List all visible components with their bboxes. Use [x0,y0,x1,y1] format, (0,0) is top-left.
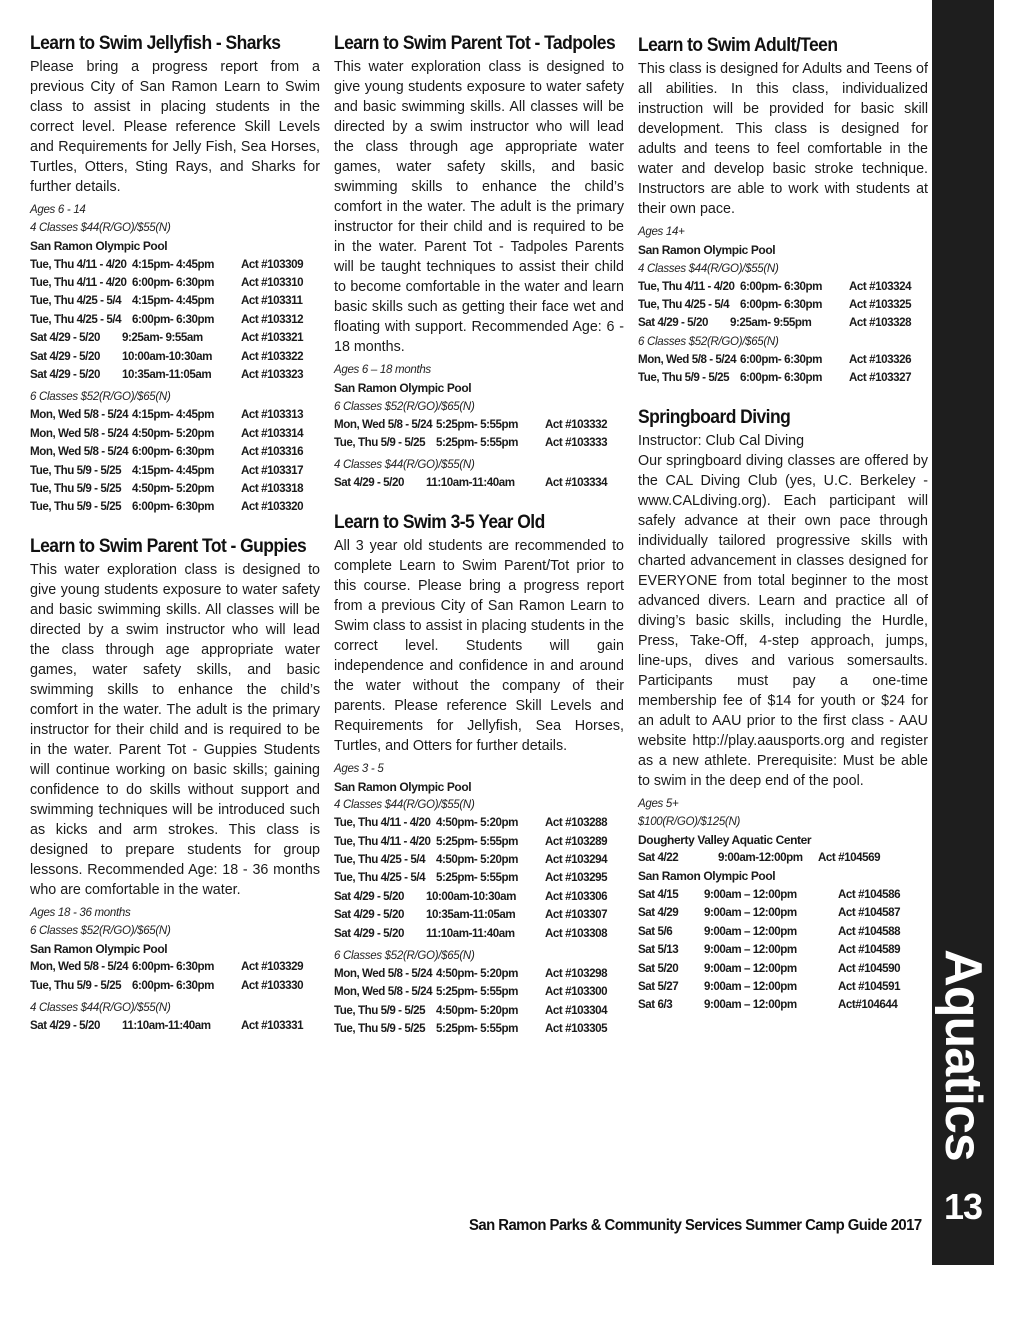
schedule-time: 10:35am-11:05am [122,367,212,381]
ages: Ages 6 - 14 [30,204,86,216]
activity-number: Act #103317 [241,463,304,477]
section-tadpoles [334,32,624,493]
schedule-dates: Mon, Wed 5/8 - 5/24 [334,967,433,981]
location: San Ramon Olympic Pool [638,243,776,257]
schedule-list [30,329,320,384]
schedule-time: 11:10am-11:40am [426,476,515,490]
schedule-row [30,256,320,274]
schedule-list [638,314,928,332]
schedule-dates: Sat 5/13 [638,943,679,957]
schedule-time: 4:15pm- 4:45pm [132,463,214,477]
schedule-dates: Tue, Thu 5/9 - 5/25 [30,978,122,992]
price: 4 Classes $44(R/GO)/$55(N) [334,459,475,472]
schedule-time: 5:25pm- 5:55pm [436,417,518,431]
activity-number: Act #103288 [545,816,608,830]
schedule-dates: Sat 5/20 [638,961,679,975]
schedule-dates: Mon, Wed 5/8 - 5/24 [30,408,129,422]
schedule-row [334,474,624,492]
schedule-time: 6:00pm- 6:30pm [740,352,822,366]
activity-number: Act #103330 [241,978,304,992]
schedule-dates: Tue, Thu 4/25 - 5/4 [334,871,426,885]
section-tab [932,0,994,1265]
section-description: Please bring a progress report from a previous City of San Ramon Learn to Swim class to assist in placing students in the correct level. Please reference Skill Levels and Requirements for Jelly Fish, Sea Horses, Turtles, Otters, Sting Rays, and Sharks for further details. [30,59,320,195]
schedule-time: 11:10am-11:40am [122,1019,211,1033]
schedule-row [30,443,320,461]
activity-number: Act #103323 [241,367,304,381]
schedule-dates: Sat 4/29 - 5/20 [334,889,404,903]
schedule-row [334,1002,624,1020]
activity-number: Act #104588 [838,924,901,938]
activity-number: Act #103305 [545,1022,608,1036]
activity-number: Act #103295 [545,871,608,885]
location: Dougherty Valley Aquatic Center [638,832,812,847]
schedule-time: 6:00pm- 6:30pm [132,500,214,514]
schedule-dates: Mon, Wed 5/8 - 5/24 [30,445,129,459]
schedule-time: 10:00am-10:30am [426,889,516,903]
activity-number: Act #103311 [241,294,303,308]
page-number: 13 [943,1186,983,1227]
schedule-dates: Sat 6/3 [638,998,673,1012]
schedule-row [638,314,928,332]
section-title: Learn to Swim Parent Tot - Tadpoles [334,33,616,54]
schedule-row [30,480,320,498]
schedule-dates: Tue, Thu 4/11 - 4/20 [334,816,431,830]
schedule-dates: Tue, Thu 4/11 - 4/20 [334,834,431,848]
schedule-row [638,278,928,296]
activity-number: Act #104587 [838,906,901,920]
schedule-time: 9:25am- 9:55am [122,331,203,345]
schedule-dates: Tue, Thu 4/11 - 4/20 [30,257,127,271]
schedule-list [638,886,928,1015]
activity-number: Act #103316 [241,445,304,459]
schedule-time: 9:00am – 12:00pm [704,979,797,993]
schedule-row [30,348,320,366]
schedule-dates: Sat 4/29 [638,906,679,920]
schedule-row [334,983,624,1001]
schedule-row [334,965,624,983]
schedule-row [334,851,624,869]
schedule-dates: Sat 4/15 [638,887,679,901]
schedule-dates: Tue, Thu 4/25 - 5/4 [30,312,122,326]
activity-number: Act #103333 [545,435,608,449]
activity-number: Act #103309 [241,257,304,271]
activity-number: Act #103328 [849,316,912,330]
schedule-time: 4:50pm- 5:20pm [132,481,214,495]
schedule-dates: Sat 4/29 - 5/20 [334,476,404,490]
schedule-time: 6:00pm- 6:30pm [740,297,822,311]
activity-number: Act #103322 [241,349,304,363]
schedule-dates: Tue, Thu 4/11 - 4/20 [30,275,127,289]
schedule-row [30,425,320,443]
activity-number: Act #103327 [849,371,912,385]
schedule-row [638,960,928,978]
schedule-dates: Sat 5/27 [638,979,679,993]
schedule-row [30,958,320,976]
schedule-dates: Tue, Thu 5/9 - 5/25 [30,463,122,477]
schedule-row [30,329,320,347]
schedule-row [30,498,320,516]
instructor: Instructor: Club Cal Diving [638,432,805,449]
schedule-row [30,366,320,384]
section-title: Learn to Swim Parent Tot - Guppies [30,535,307,557]
schedule-row [638,996,928,1014]
schedule-dates: Sat 4/29 - 5/20 [334,908,404,922]
activity-number: Act #103312 [241,312,304,326]
activity-number: Act #103306 [545,889,608,903]
schedule-time: 6:00pm- 6:30pm [740,279,822,293]
schedule-row [638,886,928,904]
schedule-dates: Tue, Thu 5/9 - 5/25 [334,1003,426,1017]
schedule-dates: Tue, Thu 5/9 - 5/25 [334,435,426,449]
schedule-time: 4:50pm- 5:20pm [132,426,214,440]
section-adult-teen [638,34,928,388]
activity-number: Act #103307 [545,908,608,922]
activity-number: Act #103318 [241,481,304,495]
activity-number: Act #103294 [545,853,608,867]
activity-number: Act #103304 [545,1003,608,1017]
price: $100(R/GO)/$125(N) [638,815,740,828]
schedule-dates: Mon, Wed 5/8 - 5/24 [30,960,129,974]
schedule-time: 6:00pm- 6:30pm [740,371,822,385]
section-3-5-year-old [334,511,624,1039]
price: 6 Classes $52(R/GO)/$65(N) [638,335,779,348]
schedule-row [334,906,624,924]
schedule-time: 9:00am – 12:00pm [704,887,797,901]
ages: Ages 14+ [638,226,685,238]
price: 6 Classes $52(R/GO)/$65(N) [334,400,475,413]
activity-number: Act #104590 [838,961,901,975]
schedule-dates: Tue, Thu 5/9 - 5/25 [638,371,730,385]
price: 4 Classes $44(R/GO)/$55(N) [334,799,475,812]
schedule-list [334,814,624,888]
schedule-list [334,965,624,1039]
tab-title: Aquatics [934,949,992,1161]
section-description: This water exploration class is designed to give young students exposure to water safety and basic swimming skills. All classes will be directed by a swim instructor who will lead the class through age appropriate water games, water safety skills, and basic swimming skills to enhance the child’s comfort in the water. The adult is the primary instructor for their child and is required to be in the water. Parent Tot - Tadpoles Parents will be taught techniques to assist their child to become comfortable in the water and learn basic skills such as getting their face wet and floating with support. Recommended Age: 6 - 18 months. [334,59,624,355]
ages: Ages 3 - 5 [334,762,384,775]
schedule-list [638,278,928,315]
section-title: Learn to Swim Jellyfish - Sharks [30,33,281,54]
section-jellyfish-sharks [30,32,320,517]
schedule-list [638,351,928,388]
activity-number: Act #103289 [545,834,608,848]
schedule-dates: Tue, Thu 4/25 - 5/4 [30,294,122,308]
schedule-row [638,904,928,922]
schedule-row [638,849,928,867]
activity-number: Act #103325 [849,297,912,311]
location: San Ramon Olympic Pool [30,941,168,956]
schedule-row [30,1017,320,1035]
schedule-dates: Tue, Thu 5/9 - 5/25 [30,481,122,495]
schedule-row [638,369,928,387]
schedule-time: 9:00am – 12:00pm [704,924,797,938]
location: San Ramon Olympic Pool [638,869,776,884]
schedule-dates: Sat 4/29 - 5/20 [30,367,100,381]
footer-title: San Ramon Parks & Community Services Summer Camp Guide 2017 [469,1217,922,1234]
activity-number: Act #103300 [545,985,608,999]
price: 4 Classes $44(R/GO)/$55(N) [30,222,171,234]
location: San Ramon Olympic Pool [334,381,472,395]
schedule-list [638,849,928,867]
schedule-time: 4:50pm- 5:20pm [436,853,518,867]
schedule-row [30,977,320,995]
activity-number: Act #103320 [241,500,304,514]
section-description: This water exploration class is designed to give young students exposure to water safety and basic swimming skills. All classes will be directed by a swim instructor who will lead the class through age appropriate water games, water safety skills, and basic swimming skills to enhance the child’s comfort in the water. The adult is the primary instructor for their child and is required to be in the water. Parent Tot - Guppies Students will continue working on basic skills; gaining confidence to do skills without support and swimming techniques will be introduced such as kicks and arm strokes. This class is designed to prepare students for group lessons. Recommended Age: 18 - 36 months who are comfortable in the water. [30,561,320,898]
schedule-row [638,296,928,314]
activity-number: Act#104644 [838,998,898,1012]
column-2 [334,26,624,1057]
activity-number: Act #103331 [241,1019,304,1033]
schedule-row [638,923,928,941]
schedule-time: 11:10am-11:40am [426,926,515,940]
schedule-dates: Tue, Thu 4/11 - 4/20 [638,279,735,293]
price: 6 Classes $52(R/GO)/$65(N) [30,391,171,404]
price: 4 Classes $44(R/GO)/$55(N) [638,262,779,275]
schedule-time: 6:00pm- 6:30pm [132,978,214,992]
schedule-time: 10:35am-11:05am [426,908,516,922]
schedule-time: 10:00am-10:30am [122,349,212,363]
schedule-time: 6:00pm- 6:30pm [132,312,214,326]
schedule-time: 5:25pm- 5:55pm [436,1022,518,1036]
schedule-row [30,274,320,292]
schedule-dates: Sat 4/29 - 5/20 [638,316,708,330]
schedule-time: 4:15pm- 4:45pm [132,408,214,422]
schedule-dates: Mon, Wed 5/8 - 5/24 [334,985,433,999]
schedule-time: 5:25pm- 5:55pm [436,435,518,449]
schedule-list [334,416,624,453]
column-1 [30,26,320,1054]
activity-number: Act #103334 [545,476,608,490]
schedule-row [30,292,320,310]
schedule-row [334,416,624,434]
section-guppies [30,535,320,1036]
schedule-dates: Mon, Wed 5/8 - 5/24 [30,426,129,440]
schedule-time: 5:25pm- 5:55pm [436,871,518,885]
schedule-time: 9:00am – 12:00pm [704,961,797,975]
schedule-dates: Sat 4/22 [638,851,679,865]
section-description: Our springboard diving classes are offered by the CAL Diving Club (yes, U.C. Berkeley - www.CALdiving.org). Each participant will safely advance at their own pace through individually tailored progressive skills with charted advancement in classes designed for EVERYONE from total beginner to the most advanced divers. Learn and practice all of diving’s basic skills, including the Hurdle, Press, Take-Off, 4-step approach, jumps, line-ups, dives and various somersaults. Participants must pay a one-time membership fee of $14 for youth or $24 for an adult to AAU prior to the first class - AAU website http://play.aausports.org and register as a new athlete. Prerequisite: Must be able to swim in the deep end of the pool. [638,452,928,789]
schedule-row [334,925,624,943]
schedule-list [30,958,320,995]
activity-number: Act #103314 [241,426,304,440]
schedule-time: 9:00am-12:00pm [718,851,803,865]
schedule-row [638,351,928,369]
schedule-time: 4:50pm- 5:20pm [436,816,518,830]
schedule-list [334,888,624,943]
section-springboard-diving [638,406,928,1015]
section-title: Learn to Swim Adult/Teen [638,35,838,56]
schedule-dates: Sat 4/29 - 5/20 [30,349,100,363]
activity-number: Act #103313 [241,408,304,422]
schedule-row [334,1020,624,1038]
activity-number: Act #104586 [838,887,901,901]
activity-number: Act #103329 [241,960,304,974]
schedule-dates: Sat 5/6 [638,924,673,938]
schedule-list [334,474,624,492]
activity-number: Act #103308 [545,926,608,940]
schedule-dates: Tue, Thu 4/25 - 5/4 [334,853,426,867]
schedule-dates: Sat 4/29 - 5/20 [30,331,100,345]
schedule-time: 4:50pm- 5:20pm [436,1003,518,1017]
location: San Ramon Olympic Pool [334,779,472,794]
section-description: This class is designed for Adults and Teens of all abilities. In this class, individualized instruction will be provided for basic skill development. This class is designed for adults and teens to feel comfortable in the water and develop basic stroke technique. Instructors are able to work with students at their own pace. [638,61,928,217]
schedule-time: 9:25am- 9:55pm [730,316,812,330]
activity-number: Act #103298 [545,967,608,981]
schedule-dates: Tue, Thu 5/9 - 5/25 [334,1022,426,1036]
activity-number: Act #103332 [545,417,608,431]
activity-number: Act #104569 [818,851,881,865]
schedule-dates: Sat 4/29 - 5/20 [334,926,404,940]
location: San Ramon Olympic Pool [30,239,168,253]
schedule-row [30,406,320,424]
price: 4 Classes $44(R/GO)/$55(N) [30,1002,171,1015]
schedule-time: 6:00pm- 6:30pm [132,960,214,974]
schedule-dates: Mon, Wed 5/8 - 5/24 [638,352,737,366]
ages: Ages 18 - 36 months [30,906,131,919]
schedule-dates: Mon, Wed 5/8 - 5/24 [334,417,433,431]
activity-number: Act #103324 [849,279,912,293]
price: 6 Classes $52(R/GO)/$65(N) [334,950,475,963]
schedule-row [30,311,320,329]
schedule-dates: Tue, Thu 5/9 - 5/25 [30,500,122,514]
ages: Ages 6 – 18 months [334,364,431,376]
schedule-row [334,814,624,832]
schedule-time: 9:00am – 12:00pm [704,906,797,920]
schedule-time: 4:15pm- 4:45pm [132,257,214,271]
section-title: Springboard Diving [638,406,791,428]
schedule-row [638,941,928,959]
activity-number: Act #104589 [838,943,901,957]
schedule-row [638,978,928,996]
column-3 [638,26,928,1033]
schedule-time: 6:00pm- 6:30pm [132,275,214,289]
schedule-time: 4:15pm- 4:45pm [132,294,214,308]
schedule-time: 9:00am – 12:00pm [704,998,797,1012]
ages: Ages 5+ [638,797,679,810]
schedule-dates: Tue, Thu 4/25 - 5/4 [638,297,730,311]
activity-number: Act #104591 [838,979,901,993]
activity-number: Act #103326 [849,352,912,366]
schedule-time: 5:25pm- 5:55pm [436,834,518,848]
schedule-list [30,256,320,330]
schedule-time: 9:00am – 12:00pm [704,943,797,957]
schedule-row [334,833,624,851]
schedule-row [334,869,624,887]
schedule-time: 5:25pm- 5:55pm [436,985,518,999]
schedule-list [30,1017,320,1035]
price: 6 Classes $52(R/GO)/$65(N) [30,924,171,937]
activity-number: Act #103321 [241,331,304,345]
section-title: Learn to Swim 3-5 Year Old [334,511,545,533]
schedule-time: 4:50pm- 5:20pm [436,967,518,981]
schedule-row [334,434,624,452]
schedule-row [334,888,624,906]
schedule-list [30,406,320,516]
schedule-row [30,462,320,480]
section-description: All 3 year old students are recommended to complete Learn to Swim Parent/Tot prior to this course. Please bring a progress report from a previous City of San Ramon Learn to Swim class to assist in placing students in the correct level. Students will gain independence and confidence in and around the water without the company of their parents. Please reference Skill Levels and Requirements for Jellyfish, Sea Horses, Turtles, and Otters for further details. [334,537,624,754]
schedule-dates: Sat 4/29 - 5/20 [30,1019,100,1033]
activity-number: Act #103310 [241,275,304,289]
schedule-time: 6:00pm- 6:30pm [132,445,214,459]
